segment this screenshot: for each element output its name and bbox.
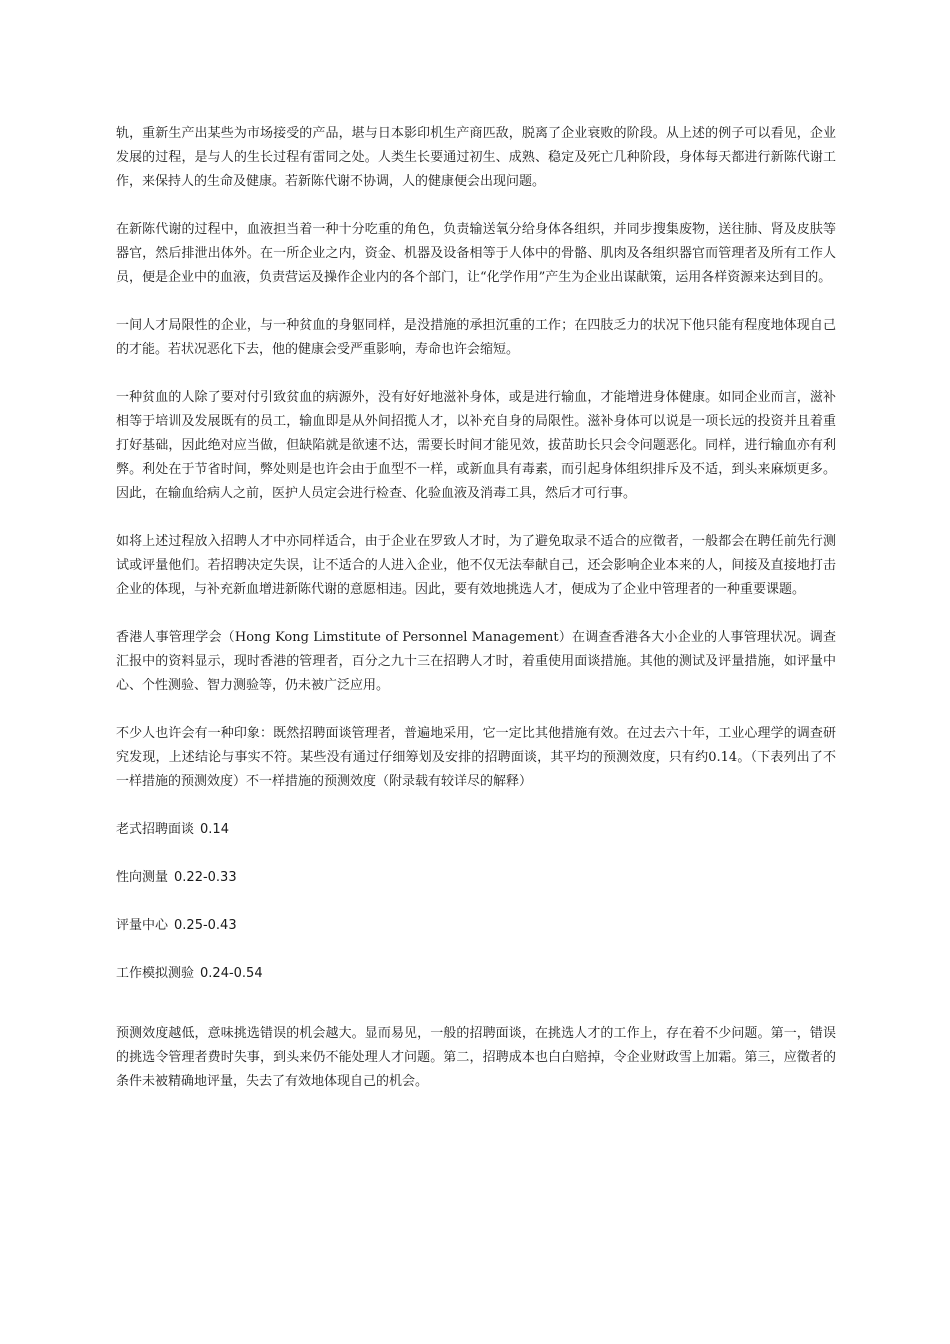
method-validity: 0.25-0.43 [174,918,237,933]
paragraph-body: 一间人才局限性的企业，与一种贫血的身躯同样，是没措施的承担沉重的工作；在四肢乏力的状况下他只能有程度地体现自己的才能。若状况恶化下去，他的健康会受严重影响，寿命也许会缩短。 [116,318,836,357]
paragraph-closing: 预测效度越低，意味挑选错误的机会越大。显而易见，一般的招聘面谈，在挑选人才的工作上，存在着不少问题。第一，错误的挑选令管理者费时失事，到头来仍不能处理人才问题。第二，招聘成本也白白赔掉，令企业财政雪上加霜。第三，应徵者的条件未被精确地评量，失去了有效地体现自己的机会。 [116,1026,836,1089]
list-item [116,818,836,842]
method-name: 评量中心 [116,918,169,933]
method-name: 性向测量 [116,870,169,885]
list-item [116,866,836,890]
method-validity: 0.24-0.54 [200,966,263,981]
method-name: 工作模拟测验 [116,966,195,981]
list-item [116,962,836,986]
spacer [116,1010,836,1022]
paragraph-body: 轨，重新生产出某些为市场接受的产品，堪与日本影印机生产商匹敌，脱离了企业衰败的阶段。从上述的例子可以看见，企业发展的过程，是与人的生长过程有雷同之处。人类生长要通过初生、成熟、稳定及死亡几种阶段，身体每天都进行新陈代谢工作，来保持人的生命及健康。若新陈代谢不协调，人的健康便会出现问题。 [116,126,836,189]
paragraph-body: 在新陈代谢的过程中，血液担当着一种十分吃重的角色，负责输送氧分给身体各组织，并同步搜集废物，送往肺、肾及皮肤等器官，然后排泄出体外。在一所企业之内，资金、机器及设备相等于人体中的骨骼、肌肉及各组织器官而管理者及所有工作人员，便是企业中的血液，负责营运及操作企业内的各个部门，让“化学作用”产生为企业出谋献策，运用各样资源来达到目的。 [116,222,836,285]
list-item [116,914,836,938]
document-page [116,122,836,1118]
paragraph-body: 香港人事管理学会（Hong Kong Limstitute of Personnel Management）在调查香港各大小企业的人事管理状况。调查汇报中的资料显示，现时香港的管理者，百分之九十三在招聘人才时，着重使用面谈措施。其他的测试及评量措施，如评量中心、个性测验、智力测验等，仍未被广泛应用。 [116,630,836,693]
paragraph-body: 如将上述过程放入招聘人才中亦同样适合，由于企业在罗致人才时，为了避免取录不适合的应徵者，一般都会在聘任前先行测试或评量他们。若招聘决定失误，让不适合的人进入企业，他不仅无法奉献自己，还会影响企业本来的人，间接及直接地打击企业的体现，与补充新血增进新陈代谢的意愿相违。因此，要有效地挑选人才，便成为了企业中管理者的一种重要课题。 [116,534,836,597]
paragraph-body: 不少人也许会有一种印象：既然招聘面谈管理者，普遍地采用，它一定比其他措施有效。在过去六十年，工业心理学的调查研究发现，上述结论与事实不符。某些没有通过仔细筹划及安排的招聘面谈，其平均的预测效度，只有约0.14。（下表列出了不一样措施的预测效度）不一样措施的预测效度（附录载有较详尽的解释） [116,726,836,789]
method-name: 老式招聘面谈 [116,822,195,837]
method-validity: 0.22-0.33 [174,870,237,885]
method-validity: 0.14 [200,822,229,837]
paragraph-body: 一种贫血的人除了要对付引致贫血的病源外，没有好好地滋补身体，或是进行输血，才能增进身体健康。如同企业而言，滋补相等于培训及发展既有的员工，输血即是从外间招揽人才，以补充自身的局限性。滋补身体可以说是一项长远的投资并且着重打好基础，因此绝对应当做，但缺陷就是欲速不达，需要长时间才能见效，拔苗助长只会令问题恶化。同样，进行输血亦有利弊。利处在于节省时间，弊处则是也许会由于血型不一样，或新血具有毒素，而引起身体组织排斥及不适，到头来麻烦更多。因此，在输血给病人之前，医护人员定会进行检查、化验血液及消毒工具，然后才可行事。 [116,390,836,501]
method-validity-list [116,818,836,986]
